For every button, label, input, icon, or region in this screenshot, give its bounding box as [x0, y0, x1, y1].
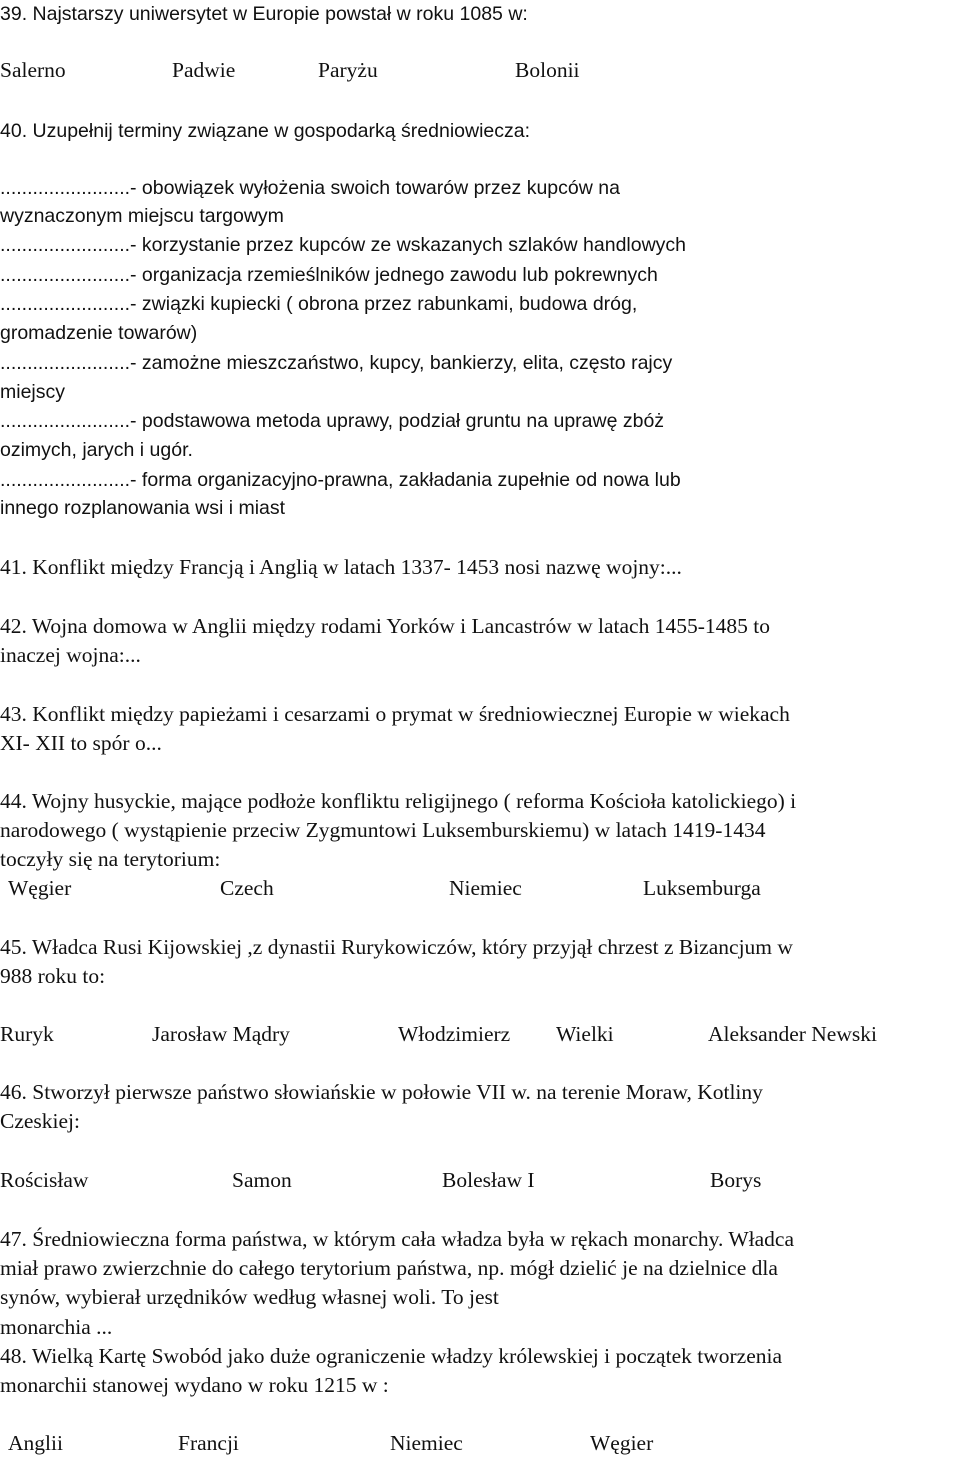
q39-option-paryzu: Paryżu — [318, 58, 378, 82]
question-47-line-2: miał prawo zwierzchnie do całego terytorium państwa, np. mógł dzielić je na dzielnice dla — [0, 1256, 778, 1280]
q45-option-jaroslaw: Jarosław Mądry — [152, 1022, 290, 1046]
q46-option-roscislaw: Rościsław — [0, 1168, 89, 1192]
q45-option-wielki: Wielki — [556, 1022, 614, 1046]
question-42-line-1: 42. Wojna domowa w Anglii między rodami Yorków i Lancastrów w latach 1455-1485 to — [0, 614, 770, 638]
question-47-line-4: monarchia ... — [0, 1315, 113, 1339]
q48-option-niemiec: Niemiec — [390, 1431, 463, 1455]
question-41: 41. Konflikt między Francją i Anglią w latach 1337- 1453 nosi nazwę wojny:... — [0, 555, 682, 579]
q46-option-borys: Borys — [710, 1168, 762, 1192]
question-45-line-1: 45. Władca Rusi Kijowskiej ,z dynastii Rurykowiczów, który przyjął chrzest z Bizancjum w — [0, 935, 793, 959]
q40-line-8: miejscy — [0, 381, 66, 403]
q40-line-2: wyznaczonym miejscu targowym — [0, 205, 284, 227]
q45-option-ruryk: Ruryk — [0, 1022, 54, 1046]
question-40: 40. Uzupełnij terminy związane w gospodarką średniowiecza: — [0, 120, 531, 142]
question-44-line-3: toczyły się na terytorium: — [0, 847, 221, 871]
q44-option-wegier: Węgier — [8, 876, 72, 900]
q40-line-11: ........................- forma organizacyjno-prawna, zakładania zupełnie od nowa lub — [0, 469, 681, 491]
q39-option-bolonii: Bolonii — [515, 58, 580, 82]
question-43-line-2: XI- XII to spór o... — [0, 731, 162, 755]
q40-line-7: ........................- zamożne mieszczaństwo, kupcy, bankierzy, elita, często rajcy — [0, 352, 673, 374]
q44-option-czech: Czech — [220, 876, 274, 900]
question-42-line-2: inaczej wojna:... — [0, 643, 141, 667]
q40-line-1: ........................- obowiązek wyłożenia swoich towarów przez kupców na — [0, 177, 620, 199]
q45-option-aleksander: Aleksander Newski — [708, 1022, 877, 1046]
q39-option-padwie: Padwie — [172, 58, 236, 82]
question-44-line-2: narodowego ( wystąpienie przeciw Zygmuntowi Luksemburskiemu) w latach 1419-1434 — [0, 818, 766, 842]
question-47-line-3: synów, wybierał urzędników według własnej woli. To jest — [0, 1285, 499, 1309]
q48-option-anglii: Anglii — [8, 1431, 63, 1455]
q48-option-wegier: Węgier — [590, 1431, 654, 1455]
q46-option-boleslaw: Bolesław I — [442, 1168, 535, 1192]
question-46-line-2: Czeskiej: — [0, 1109, 81, 1133]
q40-line-3: ........................- korzystanie przez kupców ze wskazanych szlaków handlowych — [0, 234, 687, 256]
q45-option-wlodzimierz: Włodzimierz — [398, 1022, 511, 1046]
question-47-line-1: 47. Średniowieczna forma państwa, w którym cała władza była w rękach monarchy. Władca — [0, 1227, 794, 1251]
question-45-line-2: 988 roku to: — [0, 964, 106, 988]
q40-line-12: innego rozplanowania wsi i miast — [0, 497, 286, 519]
q44-option-niemiec: Niemiec — [449, 876, 522, 900]
question-46-line-1: 46. Stworzył pierwsze państwo słowiańskie w połowie VII w. na terenie Moraw, Kotliny — [0, 1080, 763, 1104]
q40-line-4: ........................- organizacja rzemieślników jednego zawodu lub pokrewnych — [0, 264, 658, 286]
q40-line-6: gromadzenie towarów) — [0, 322, 198, 344]
q39-option-salerno: Salerno — [0, 58, 66, 82]
question-39: 39. Najstarszy uniwersytet w Europie powstał w roku 1085 w: — [0, 3, 528, 25]
question-43-line-1: 43. Konflikt między papieżami i cesarzami o prymat w średniowiecznej Europie w wiekach — [0, 702, 790, 726]
question-48-line-2: monarchii stanowej wydano w roku 1215 w : — [0, 1373, 389, 1397]
q48-option-francji: Francji — [178, 1431, 239, 1455]
q40-line-10: ozimych, jarych i ugór. — [0, 439, 193, 461]
q40-line-9: ........................- podstawowa metoda uprawy, podział gruntu na uprawę zbóż — [0, 410, 665, 432]
question-44-line-1: 44. Wojny husyckie, mające podłoże konfliktu religijnego ( reforma Kościoła katolickiego) i — [0, 789, 797, 813]
question-48-line-1: 48. Wielką Kartę Swobód jako duże ograniczenie władzy królewskiej i początek tworzenia — [0, 1344, 782, 1368]
q40-line-5: ........................- związki kupiecki ( obrona przez rabunkami, budowa dróg, — [0, 293, 638, 315]
q46-option-samon: Samon — [232, 1168, 292, 1192]
q44-option-luksemburga: Luksemburga — [643, 876, 761, 900]
